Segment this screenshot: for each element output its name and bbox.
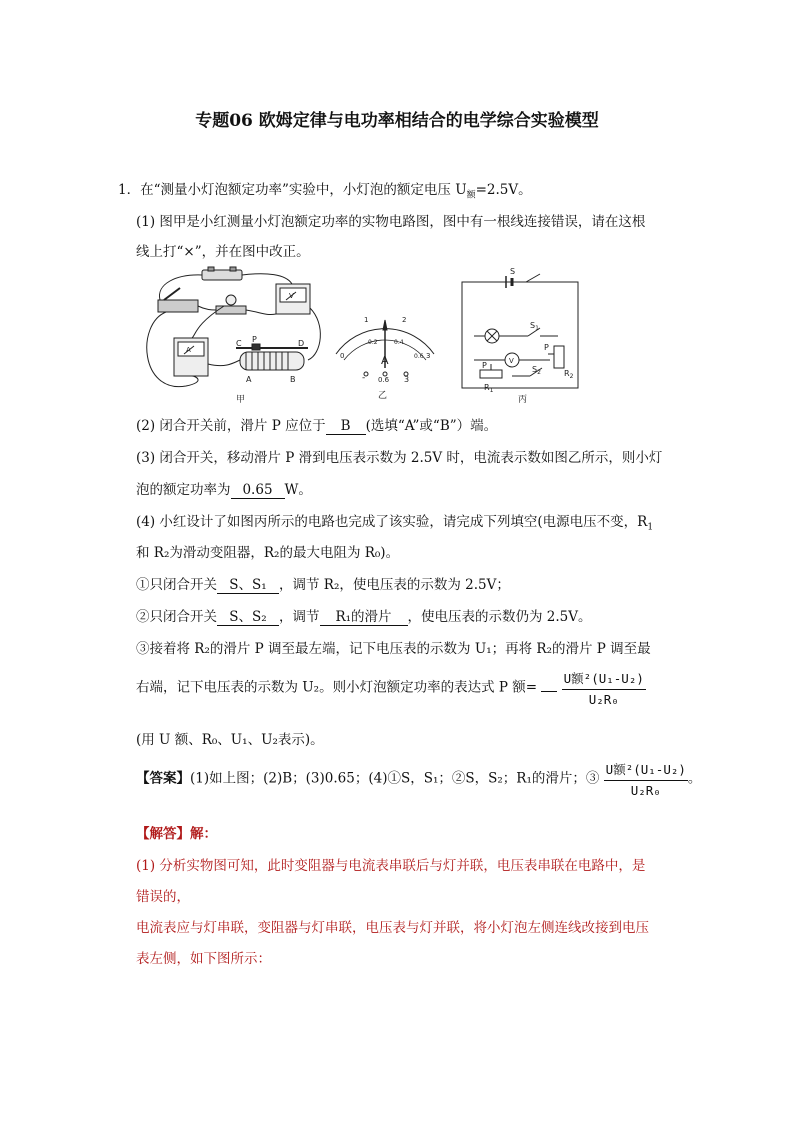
schematic-diagram <box>462 274 578 388</box>
svg-text:A: A <box>381 354 389 367</box>
lamp-icon <box>216 295 246 314</box>
svg-text:S2: $S_2$ <box>532 365 541 376</box>
svg-text:3: 3 <box>404 375 410 384</box>
part-2-answer: B <box>326 418 366 435</box>
part-3-line-1: (3) 闭合开关，移动滑片 P 滑到电压表示数为 2.5V 时，电流表示数如图乙所示，则小灯 <box>136 450 663 466</box>
step-2-answer-2: R₁的滑片 <box>320 605 408 626</box>
ammeter-icon <box>174 338 208 376</box>
analysis-line-3: 电流表应与灯串联，变阻器与灯串联，电压表与灯并联，将小灯泡左侧连线改接到电压 <box>136 920 649 936</box>
svg-text:2: 2 <box>402 316 407 324</box>
svg-text:甲: 甲 <box>236 395 246 405</box>
step-3-line-3: (用 U 额、R₀、U₁、U₂表示)。 <box>136 732 324 748</box>
svg-text:P: P <box>544 343 549 352</box>
page-title: 专题06 欧姆定律与电功率相结合的电学综合实验模型 <box>195 111 599 131</box>
step-2: ②只闭合开关 S、S₂ ，调节 R₁的滑片 ，使电压表的示数仍为 2.5V。 <box>136 605 592 626</box>
svg-text:1: 1 <box>364 316 369 324</box>
svg-text:0.6: 0.6 <box>378 376 390 384</box>
part-3-answer: 0.65 <box>231 482 285 499</box>
svg-text:0: 0 <box>340 352 345 360</box>
step-3-line-1: ③接着将 R₂的滑片 P 调至最左端，记下电压表的示数为 U₁；再将 R₂的滑片 P 调至最 <box>136 641 651 657</box>
step-2-answer: S、S₂ <box>217 605 279 626</box>
step-1-answer: S、S₁ <box>217 573 279 594</box>
analysis-line-4: 表左侧，如下图所示： <box>136 951 271 967</box>
svg-text:0.2: 0.2 <box>368 339 378 346</box>
voltmeter-icon <box>276 284 310 314</box>
part-3-line-2: 泡的额定功率为 0.65 W。 <box>136 482 312 498</box>
circuit-figure <box>136 264 596 412</box>
svg-text:B: B <box>290 375 296 384</box>
power-expression: $\frac{\text{U额²(U₁-U₂)}}{\text{U₂R₀}}$ <box>563 671 644 707</box>
answer: 【答案】(1)如上图；(2)B；(3)0.65；(4)①S，S₁；②S，S₂；R₁的滑片；③ $\frac{\text{U额²(U₁-U₂)}}{\text{U₂R₀}}$ 。 <box>136 762 702 798</box>
svg-text:3: 3 <box>426 352 431 360</box>
svg-text:C: C <box>236 339 242 348</box>
analysis-line-1: (1) 分析实物图可知，此时变阻器与电流表串联后与灯并联，电压表串联在电路中，是 <box>136 858 646 874</box>
svg-text:0.4: 0.4 <box>394 339 404 346</box>
part-2: (2) 闭合开关前，滑片 P 应位于 B (选填“A”或“B”）端。 <box>136 418 498 434</box>
svg-text:0.6: 0.6 <box>414 353 424 360</box>
svg-text:S: S <box>510 267 516 276</box>
svg-text:V: V <box>509 357 514 365</box>
svg-text:P: P <box>482 361 487 370</box>
svg-text:D: D <box>298 339 305 348</box>
step-3-line-2: 右端，记下电压表的示数为 U₂。则小灯泡额定功率的表达式 P 额= $\frac{\text{U额²(U₁-U₂)}}{\text{U₂R₀}}$ <box>136 671 644 707</box>
svg-text:乙: 乙 <box>378 391 388 401</box>
part-1-line-2: 线上打“×”，并在图中改正。 <box>136 244 310 260</box>
part-4-line-2: 和 R₂为滑动变阻器，R₂的最大电阻为 R₀)。 <box>136 545 400 561</box>
battery-icon <box>202 267 242 280</box>
svg-text:V: V <box>289 292 294 300</box>
part-1-line-1: (1) 图甲是小红测量小灯泡额定功率的实物电路图，图中有一根线连接错误，请在这根 <box>136 214 646 230</box>
svg-text:丙: 丙 <box>518 395 528 405</box>
svg-text:R1: $R_1$ <box>484 383 494 394</box>
analysis-label: 【解答】解： <box>136 826 217 842</box>
svg-text:S1: $S_1$ <box>530 321 539 332</box>
answer-expression: $\frac{\text{U额²(U₁-U₂)}}{\text{U₂R₀}}$ <box>605 762 686 798</box>
svg-text:P: P <box>252 335 257 344</box>
part-4-line-1: (4) 小红设计了如图丙所示的电路也完成了该实验，请完成下列填空(电源电压不变，$R_1$ <box>136 514 654 533</box>
svg-text:-: - <box>362 373 366 383</box>
svg-text:R2: $R_2$ <box>564 369 574 380</box>
step-1: ①只闭合开关 S、S₁ ，调节 R₂，使电压表的示数为 2.5V； <box>136 573 510 594</box>
svg-text:A: A <box>186 346 191 354</box>
question-1-stem: 1．在“测量小灯泡额定功率”实验中，小灯泡的额定电压 $U_额=2.5V$。 <box>118 182 532 201</box>
switch-icon <box>158 288 198 312</box>
analysis-line-2: 错误的， <box>136 889 190 905</box>
svg-text:A: A <box>246 375 252 384</box>
